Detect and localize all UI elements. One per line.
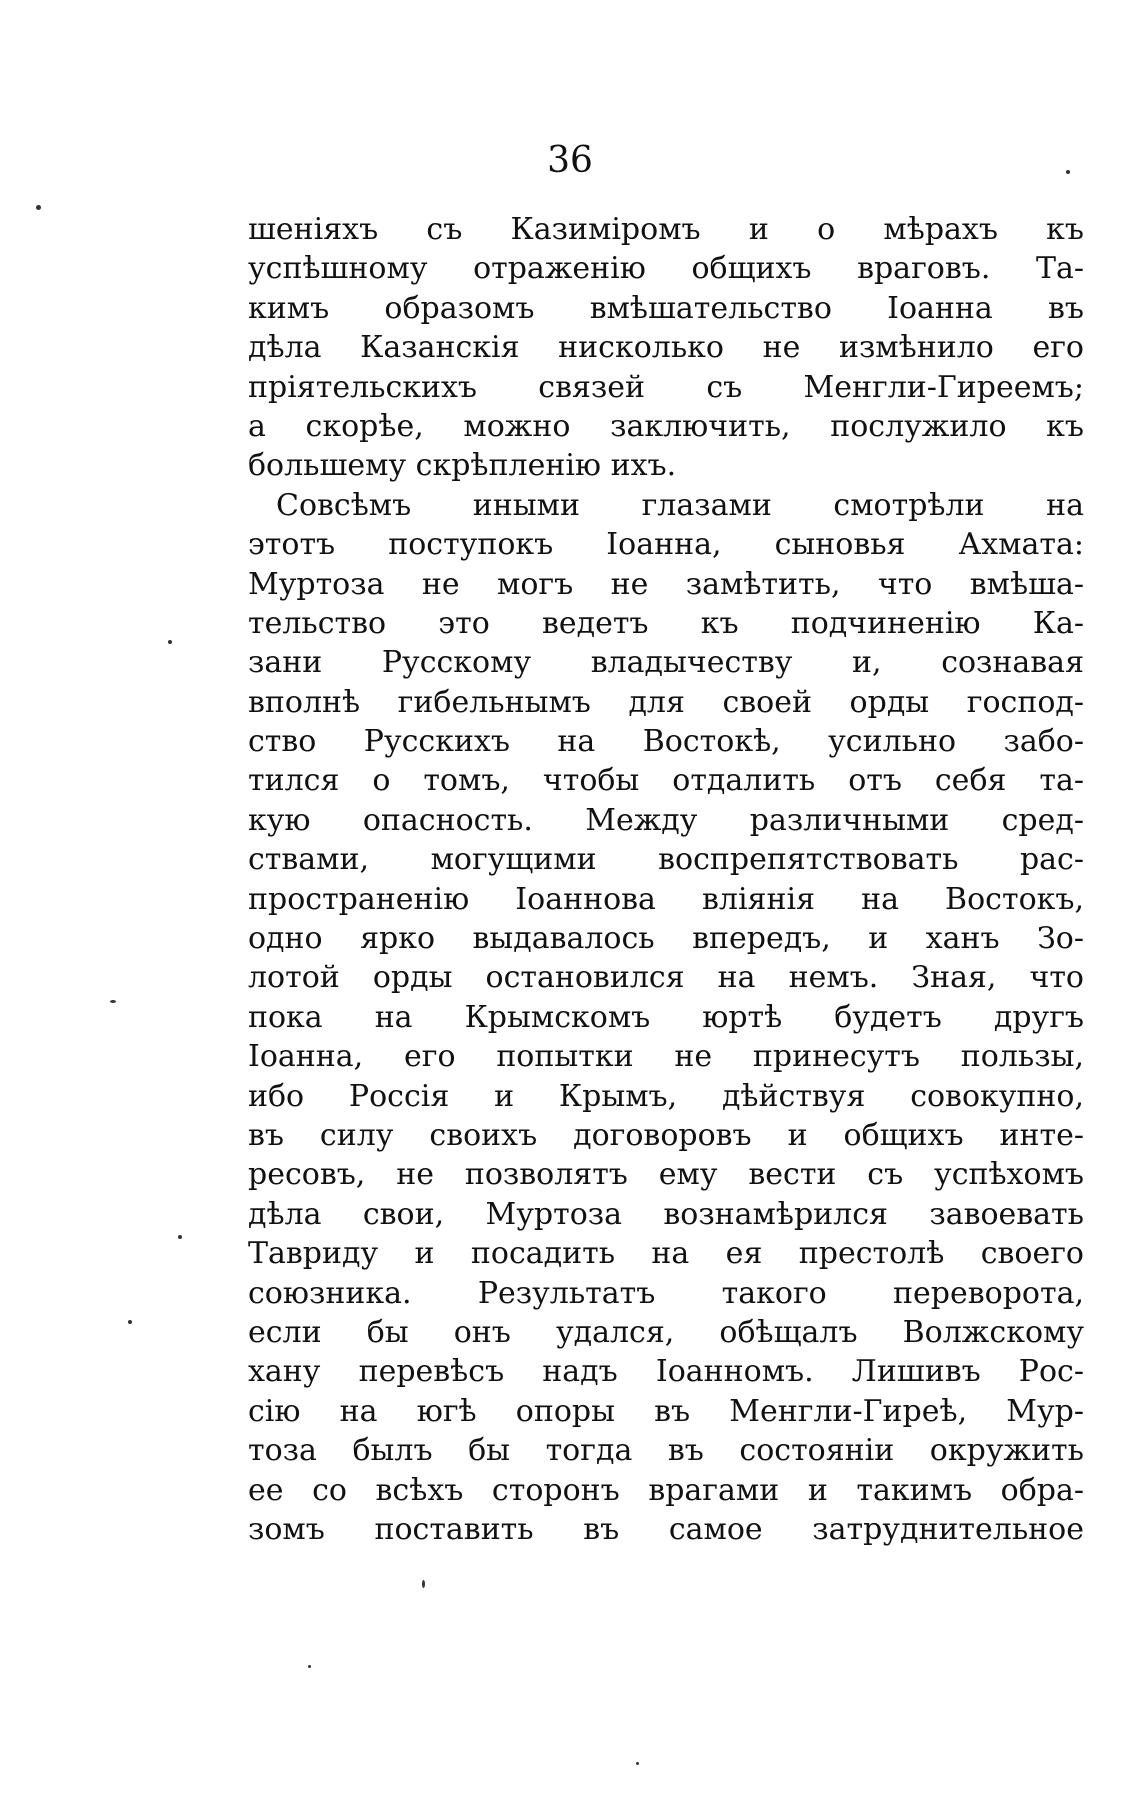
text-line: ибо Россія и Крымъ, дѣйствуя совокупно, <box>248 1078 1084 1114</box>
scan-speck <box>36 205 41 210</box>
text-line: ее со всѣхъ сторонъ врагами и такимъ обра- <box>248 1472 1084 1508</box>
text-line: вполнѣ гибельнымъ для своей орды господ- <box>248 684 1084 720</box>
text-line: большему скрѣпленію ихъ. <box>248 448 677 484</box>
text-line: хану перевѣсъ надъ Іоанномъ. Лишивъ Рос- <box>248 1354 1084 1390</box>
text-line: ствами, могущими воспрепятствовать рас- <box>248 842 1084 878</box>
text-line: тельство это ведетъ къ подчиненію Ка- <box>248 605 1084 641</box>
text-line: если бы онъ удался, обѣщалъ Волжскому <box>248 1314 1084 1350</box>
text-line: одно ярко выдавалось впередъ, и ханъ Зо- <box>248 921 1084 957</box>
text-line: шеніяхъ съ Казиміромъ и о мѣрахъ къ <box>248 212 1084 247</box>
text-line: кимъ образомъ вмѣшательство Іоанна въ <box>248 290 1084 326</box>
text-line: союзника. Результатъ такого переворота, <box>248 1275 1084 1311</box>
text-line: тоза былъ бы тогда въ состояніи окружить <box>248 1433 1084 1469</box>
text-line: Совсѣмъ иными глазами смотрѣли на <box>276 487 1084 523</box>
scan-speck <box>128 1320 132 1324</box>
text-line: а скорѣе, можно заключить, послужило къ <box>248 408 1084 444</box>
text-line: кую опасность. Между различными сред- <box>248 802 1084 838</box>
scan-speck <box>178 1235 182 1239</box>
text-line: зани Русскому владычеству и, сознавая <box>248 645 1084 681</box>
text-line: лотой орды остановился на немъ. Зная, что <box>248 960 1084 996</box>
text-line: этотъ поступокъ Іоанна, сыновья Ахмата: <box>248 527 1084 563</box>
scan-speck <box>422 1580 425 1588</box>
text-line: тился о томъ, чтобы отдалить отъ себя та- <box>248 763 1084 799</box>
text-line: дѣла Казанскія нисколько не измѣнило его <box>248 330 1084 366</box>
text-line: Тавриду и посадить на ея престолѣ своего <box>248 1236 1084 1272</box>
text-line: Муртоза не могъ не замѣтить, что вмѣша- <box>248 566 1084 602</box>
text-line: зомъ поставить въ самое затруднительное <box>248 1511 1084 1547</box>
page-number: 36 <box>547 140 593 181</box>
text-line: ство Русскихъ на Востокѣ, усильно забо- <box>248 724 1084 760</box>
text-line: ресовъ, не позволятъ ему вести съ успѣхомъ <box>248 1157 1084 1193</box>
text-line: Іоанна, его попытки не принесутъ пользы, <box>248 1039 1084 1075</box>
text-line: успѣшному отраженію общихъ враговъ. Та- <box>248 251 1084 287</box>
scan-speck <box>636 1762 639 1765</box>
text-line: пріятельскихъ связей съ Менгли-Гиреемъ; <box>248 369 1084 405</box>
scan-speck <box>168 640 172 644</box>
scan-speck <box>110 1000 116 1003</box>
scan-speck <box>1066 170 1070 174</box>
text-line: пока на Крымскомъ юртѣ будетъ другъ <box>248 999 1084 1035</box>
text-line: пространенію Іоаннова вліянія на Востокъ, <box>248 881 1084 917</box>
text-body <box>248 210 1084 1549</box>
text-line: въ силу своихъ договоровъ и общихъ инте- <box>248 1117 1084 1153</box>
text-line: сію на югѣ опоры въ Менгли-Гиреѣ, Мур- <box>248 1393 1084 1429</box>
text-line: дѣла свои, Муртоза вознамѣрился завоевать <box>248 1196 1084 1232</box>
scan-speck <box>308 1665 311 1668</box>
